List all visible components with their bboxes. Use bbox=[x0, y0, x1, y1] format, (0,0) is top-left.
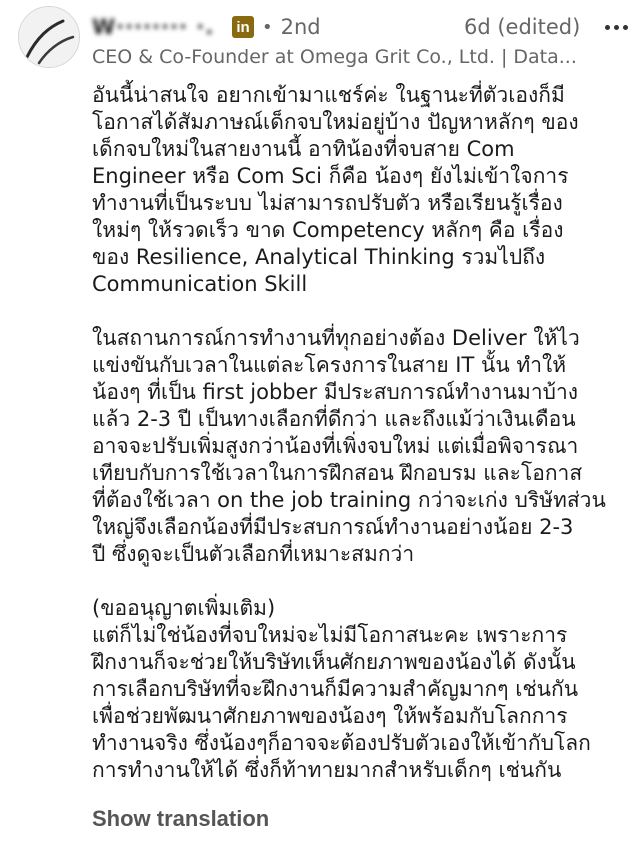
comment-paragraph: อันนี้น่าสนใจ อยากเข้ามาแชร์ค่ะ ในฐานะที่ตัวเองก็มี โอกาสได้สัมภาษณ์เด็กจบใหม่อยู่บ้าง ปัญหาหลักๆ ของ เด็กจบใหม่ในสายงานนี้ อาทิน้องที่จบสาย Com Engineer หรือ Com Sci ก็คือ น้องๆ ยังไม่เข้าใจการ ทำงานที่เป็นระบบ ไม่สามารถปรับตัว หรือเรียนรู้เรื่อง ใหม่ๆ ให้รวดเร็ว ขาด Competency หลักๆ คือ เรื่อง ของ Resilience, Analytical Thinking รวมไปถึง Communication Skill bbox=[92, 83, 579, 296]
author-headline: CEO & Co-Founder at Omega Grit Co., Ltd. | Data... bbox=[92, 46, 577, 68]
comment-timestamp: 6d (edited) bbox=[464, 15, 581, 39]
comment-paragraph: ในสถานการณ์การทำงานที่ทุกอย่างต้อง Deliver ให้ไว แข่งขันกับเวลาในแต่ละโครงการในสาย IT นั้น ทำให้ น้องๆ ที่เป็น first jobber มีประสบการณ์ทำงานมาบ้าง แล้ว 2-3 ปี เป็นทางเลือกที่ดีกว่า และถึงแม้ว่าเงินเดือน อาจจะปรับเพิ่มสูงกว่าน้องที่เพิ่งจบใหม่ แต่เมื่อพิจารณา เทียบกับการใช้เวลาในการฝึกสอน ฝึกอบรม และโอกาส ที่ต้องใช้เวลา on the job training กว่าจะเก่ง บริษัทส่วน ใหญ่จึงเลือกน้องที่มีประสบการณ์ทำงานอย่างน้อย 2-3 ปี ซึ่งดูจะเป็นตัวเลือกที่เหมาะสมกว่า bbox=[92, 326, 606, 566]
comment-header bbox=[92, 10, 640, 70]
avatar-image-icon bbox=[19, 7, 80, 68]
show-translation-button[interactable]: Show translation bbox=[92, 806, 270, 831]
comment-paragraph: (ขออนุญาตเพิ่มเติม) แต่ก็ไม่ใช่น้องที่จบใหม่จะไม่มีโอกาสนะคะ เพราะการ ฝึกงานก็จะช่วยให้บริษัทเห็นศักยภาพของน้องได้ ดังนั้น การเลือกบริษัทที่จะฝึกงานก็มีความสำคัญมากๆ เช่นกัน เพื่อช่วยพัฒนาศักยภาพของน้องๆ ให้พร้อมกับโลกการ ทำงานจริง ซึ่งน้องๆก็อาจจะต้องปรับตัวเองให้เข้ากับโลก การทำงานให้ได้ ซึ่งก็ท้าทายมากสำหรับเด็กๆ เช่นกัน bbox=[92, 596, 591, 782]
avatar[interactable] bbox=[18, 6, 80, 68]
separator-dot: • bbox=[262, 16, 273, 38]
author-row bbox=[92, 10, 640, 44]
linkedin-badge-icon: in bbox=[232, 16, 254, 38]
more-options-icon[interactable] bbox=[602, 10, 630, 44]
author-name[interactable]: W········ ·. bbox=[92, 15, 215, 39]
comment-body bbox=[92, 82, 622, 784]
connection-degree: 2nd bbox=[280, 15, 321, 39]
